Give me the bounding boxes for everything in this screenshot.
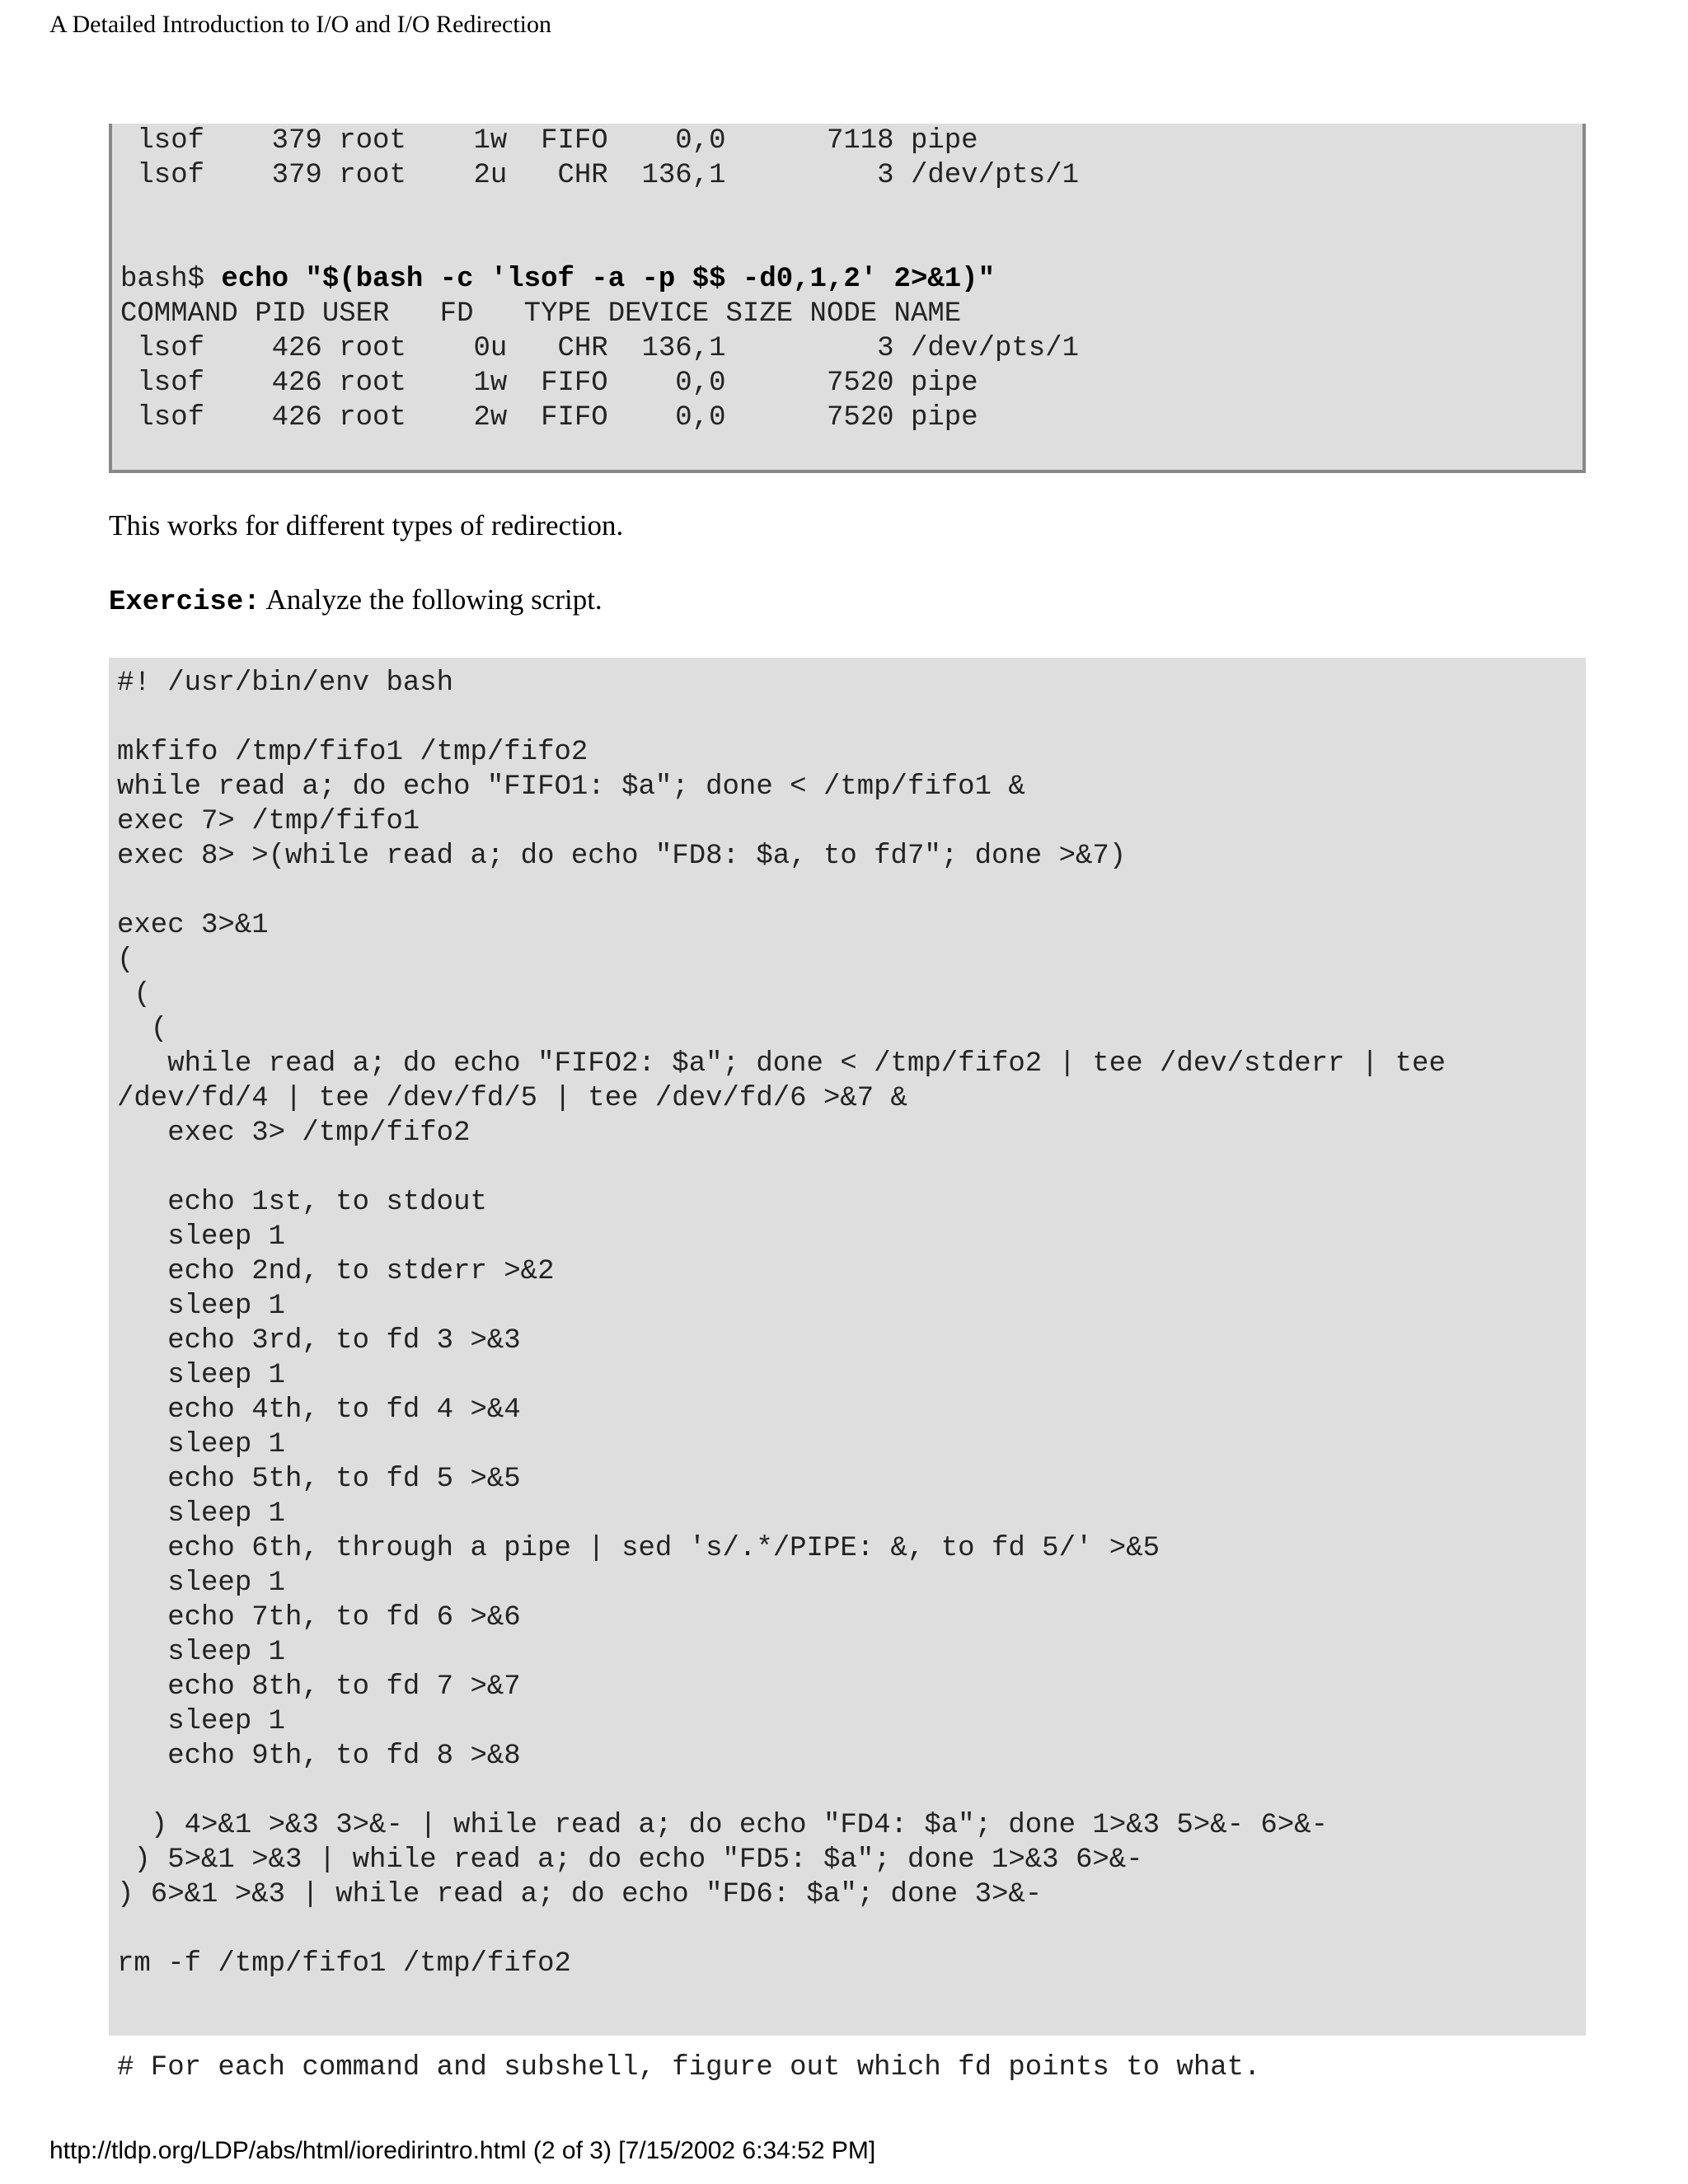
lsof-output-line: lsof 426 root 0u CHR 136,1 3 /dev/pts/1	[120, 333, 1079, 364]
lsof-output-line: lsof 379 root 1w FIFO 0,0 7118 pipe	[120, 125, 978, 157]
shell-command: echo "$(bash -c 'lsof -a -p $$ -d0,1,2' 2>&1)"	[221, 264, 995, 295]
lsof-output-line: lsof 426 root 1w FIFO 0,0 7520 pipe	[120, 368, 978, 399]
terminal-output-block	[109, 124, 1586, 473]
paragraph-redirection-types: This works for different types of redirection.	[109, 509, 624, 541]
lsof-header-line: COMMAND PID USER FD TYPE DEVICE SIZE NODE NAME	[120, 298, 962, 330]
exercise-paragraph	[109, 582, 603, 621]
page-footer-url: http://tldp.org/LDP/abs/html/ioredirintro.html (2 of 3) [7/15/2002 6:34:52 PM]	[49, 2137, 876, 2164]
page-header-title: A Detailed Introduction to I/O and I/O Redirection	[49, 11, 552, 38]
script-code-text: #! /usr/bin/env bash mkfifo /tmp/fifo1 /tmp/fifo2 while read a; do echo "FIFO1: $a"; done < /tmp/fifo1 & exec 7> /tmp/fifo1 exec 8> >(while read a; do echo "FD8: $a, to fd7"; done >&7) exec 3>&1 ( ( ( while read a; do echo "FIFO2: $a"; done < /tmp/fifo2 | tee /dev/stderr | tee /dev/fd/4 | tee /dev/fd/5 | tee /dev/fd/6 >&7 & exec 3> /tmp/fifo2 echo 1st, to stdout sleep 1 echo 2nd, to stderr >&2 sleep 1 echo 3rd, to fd 3 >&3 sleep 1 echo 4th, to fd 4 >&4 sleep 1 echo 5th, to fd 5 >&5 sleep 1 echo 6th, through a pipe | sed 's/.*/PIPE: &, to fd 5/' >&5 sleep 1 echo 7th, to fd 6 >&6 sleep 1 echo 8th, to fd 7 >&7 sleep 1 echo 9th, to fd 8 >&8 ) 4>&1 >&3 3>&- | while read a; do echo "FD4: $a"; done 1>&3 5>&- 6>&- ) 5>&1 >&3 | while read a; do echo "FD5: $a"; done 1>&3 6>&- ) 6>&1 >&3 | while read a; do echo "FD6: $a"; done 3>&- rm -f /tmp/fifo1 /tmp/fifo2 # For each command and subshell, figure out which fd points to what.	[117, 668, 1446, 2083]
terminal-output-text	[120, 124, 1582, 435]
script-code-block	[109, 658, 1586, 2083]
shell-prompt: bash$	[120, 264, 222, 295]
lsof-output-line: lsof 426 root 2w FIFO 0,0 7520 pipe	[120, 402, 978, 434]
exercise-text: Analyze the following script.	[260, 583, 603, 616]
exercise-label: Exercise:	[109, 587, 260, 618]
lsof-output-line: lsof 379 root 2u CHR 136,1 3 /dev/pts/1	[120, 160, 1079, 191]
